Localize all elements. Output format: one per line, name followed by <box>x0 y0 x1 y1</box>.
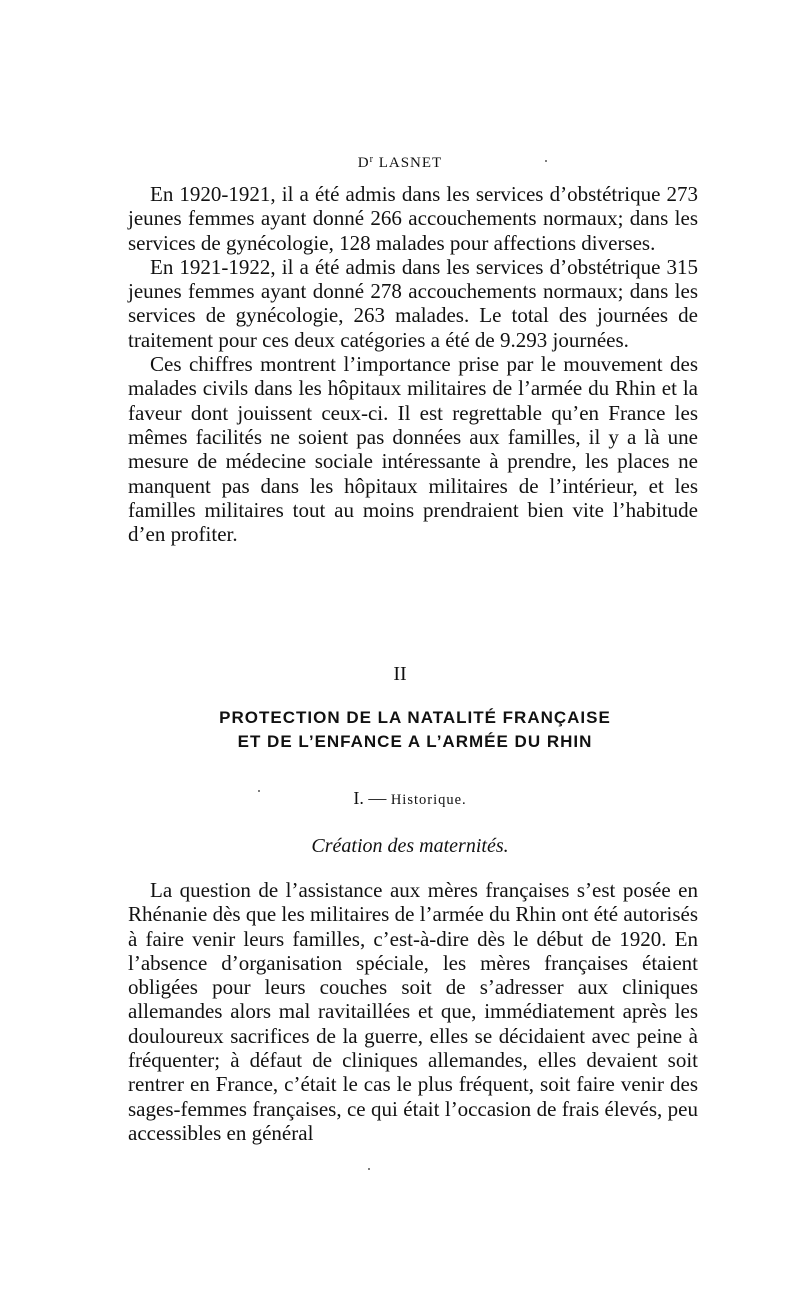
paragraph: La question de l’assistance aux mères françaises s’est posée en Rhénanie dès que les militaires de l’armée du Rhin ont été autorisés à faire venir leurs familles, c’est-à-dire dès le début de 1920. En l’absence d’organisation spéciale, les mères françaises étaient obligées pour leurs couches soit de s’adresser aux cliniques allemandes alors mal ravitaillées et que, immédiatement après les douloureux sacrifices de la guerre, elles se décidaient avec peine à fréquenter; à défaut de cliniques allemandes, elles devaient soit rentrer en France, c’était le cas le plus fréquent, soit faire venir des sages-femmes françaises, ce qui était l’occasion de frais élevés, peu accessibles en général <box>128 878 698 1145</box>
author-prefix-sup: r <box>369 154 374 165</box>
subsection-number: I. — <box>353 788 391 808</box>
italic-heading: Création des maternités. <box>311 835 509 857</box>
paragraph: Ces chiffres montrent l’importance prise par le mouvement des malades civils dans les hôpitaux militaires de l’armée du Rhin et la faveur dont jouissent ceux-ci. Il est regrettable qu’en France les mêmes facilités ne soient pas données aux familles, il y a là une mesure de médecine sociale intéressante à prendre, les places ne manquent pas dans les hôpitaux militaires de l’intérieur, et les familles militaires tout au moins prendraient bien vite l’habitude d’en profiter. <box>128 352 698 547</box>
speck-mark <box>545 160 547 162</box>
bottom-text-block <box>128 878 698 1145</box>
section-title-line-2: ET DE L’ENFANCE A L’ARMÉE DU RHIN <box>237 732 593 751</box>
speck-mark <box>258 790 260 792</box>
author-name: LASNET <box>378 155 443 171</box>
speck-mark <box>368 1168 370 1170</box>
subsection-heading <box>0 788 800 809</box>
running-header <box>0 154 800 172</box>
paragraph: En 1921-1922, il a été admis dans les services d’obstétrique 315 jeunes femmes ayant donné 278 accouchements normaux; dans les services de gynécologie, 263 malades. Le total des journées de traitement pour ces deux catégories a été de 9.293 journées. <box>128 254 698 352</box>
top-text-block <box>128 182 698 546</box>
paragraph: En 1920-1921, il a été admis dans les services d’obstétrique 273 jeunes femmes ayant donné 266 accouchements normaux; dans les services de gynécologie, 128 malades pour affections diverses. <box>128 182 698 255</box>
section-title-line-1: PROTECTION DE LA NATALITÉ FRANÇAISE <box>219 708 611 727</box>
section-numeral: II <box>393 663 407 685</box>
subsection-title: Historique. <box>390 792 467 808</box>
author-prefix: D <box>357 155 370 171</box>
